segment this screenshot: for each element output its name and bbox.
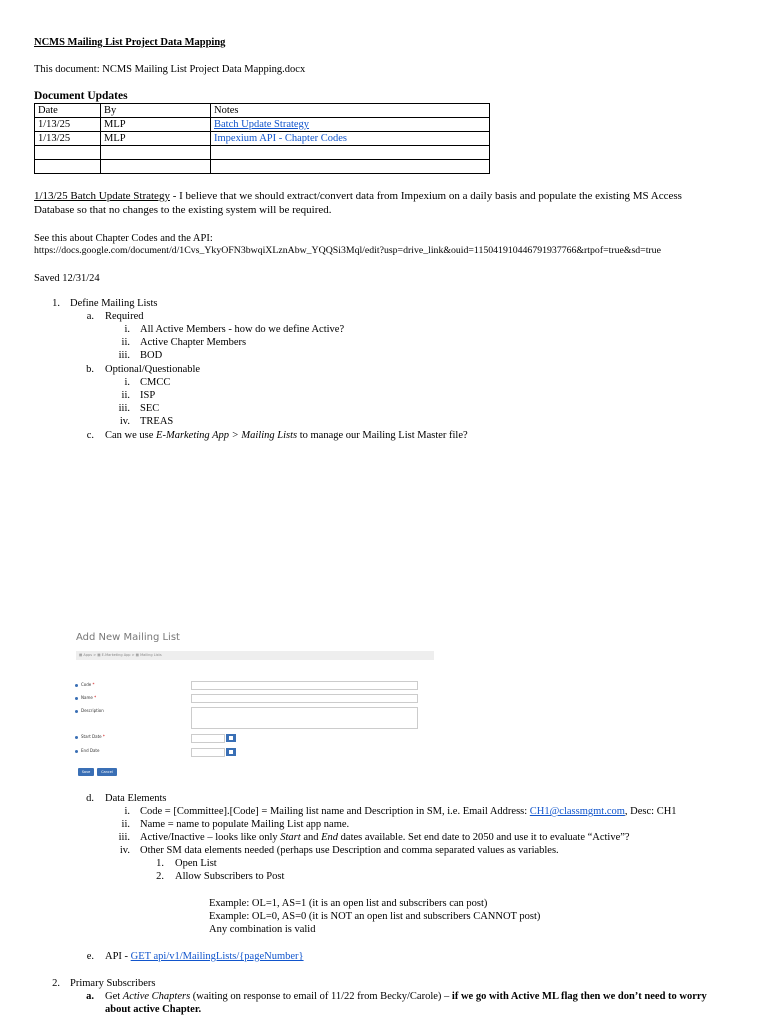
required-mark: *: [92, 682, 95, 687]
list-roman: iii.: [118, 350, 130, 361]
see-this-line: See this about Chapter Codes and the API:: [34, 233, 213, 244]
outline-required: Required: [105, 311, 144, 322]
table-cell: [101, 160, 211, 174]
info-dot-icon: [75, 736, 78, 739]
field-label: Start Date: [81, 734, 102, 739]
embedded-screenshot-add-mailing-list: [72, 628, 436, 783]
notes-link[interactable]: [211, 118, 490, 132]
notes-link[interactable]: [211, 132, 490, 146]
list-number: 2.: [156, 871, 164, 882]
outline-list-item: Active Chapter Members: [140, 337, 247, 348]
start-word: Start: [280, 832, 301, 843]
document-title: NCMS Mailing List Project Data Mapping: [34, 37, 226, 48]
outline-list-item: SEC: [140, 403, 160, 414]
api-line: [105, 950, 304, 963]
table-cell: [35, 146, 101, 160]
outline-data-elements: Data Elements: [105, 793, 167, 804]
outline-list-item: All Active Members - how do we define Active?: [140, 324, 345, 335]
list-roman: ii.: [121, 390, 130, 401]
api-link[interactable]: GET api/v1/MailingLists/{pageNumber}: [130, 951, 304, 962]
table-cell: [35, 160, 101, 174]
table-cell: 1/13/25: [35, 118, 101, 132]
required-mark: *: [94, 695, 97, 700]
batch-strategy-text: - I believe that we should extract/convert data from Impexium on a daily basis and populate the existing MS Access: [169, 190, 682, 202]
table-header-row: [35, 104, 490, 118]
document-updates-table: [34, 103, 490, 174]
list-roman: i.: [124, 377, 130, 388]
name-label: [75, 695, 96, 701]
outline-list-item: CMCC: [140, 377, 171, 388]
google-doc-url[interactable]: https://docs.google.com/document/d/1Cvs_YkyOFN3bwqiXLznAbw_YQQSi3Mql/edit?usp=drive_link&ouid=115041910446791937766&rtpof=true&sd=true: [34, 245, 661, 256]
info-dot-icon: [75, 710, 78, 713]
outline-optional: Optional/Questionable: [105, 364, 201, 375]
table-cell: [101, 146, 211, 160]
list-letter: a.: [86, 311, 94, 322]
batch-strategy-paragraph: [34, 190, 682, 204]
example-line: Example: OL=1, AS=1 (it is an open list and subscribers can post): [209, 898, 488, 909]
updates-heading: Document Updates: [34, 90, 128, 102]
code-label: [75, 682, 95, 688]
email-link[interactable]: CH1@classmgmt.com: [529, 806, 625, 817]
outline-primary-subscribers: Primary Subscribers: [70, 978, 156, 989]
description-textarea[interactable]: [191, 707, 418, 729]
example-line: Example: OL=0, AS=0 (it is NOT an open list and subscribers CANNOT post): [209, 911, 541, 922]
table-cell: MLP: [101, 132, 211, 146]
outline-item-define-lists: Define Mailing Lists: [70, 298, 158, 309]
table-row: [35, 160, 490, 174]
header-by: By: [101, 104, 211, 118]
list-letter: d.: [86, 793, 94, 804]
bold-note: if we go with Active ML flag then we don’t need to worry: [451, 991, 707, 1002]
list-roman: iv.: [119, 416, 130, 427]
table-row: [35, 118, 490, 132]
list-roman: iv.: [119, 845, 130, 856]
text-span: (waiting on response to email of 11/22 from Becky/Carole) –: [190, 991, 452, 1002]
required-mark: *: [102, 734, 105, 739]
header-notes: Notes: [211, 104, 490, 118]
list-number: 2.: [52, 978, 60, 989]
table-cell: [211, 160, 490, 174]
list-letter: a.: [86, 991, 94, 1002]
end-date-input[interactable]: [191, 748, 225, 757]
text-span: Can we use: [105, 430, 157, 441]
name-input[interactable]: [191, 694, 418, 703]
code-definition: [140, 805, 677, 818]
active-chapters-term: Active Chapters: [122, 991, 191, 1002]
list-letter: b.: [86, 364, 94, 375]
batch-strategy-continued: Database so that no changes to the existing system will be required.: [34, 204, 332, 216]
start-date-label: [75, 734, 105, 740]
field-label: Description: [81, 708, 104, 713]
impexium-api-link[interactable]: Impexium API - Chapter Codes: [214, 133, 347, 144]
code-input[interactable]: [191, 681, 418, 690]
list-number: 1.: [52, 298, 60, 309]
list-roman: ii.: [121, 819, 130, 830]
name-definition: Name = name to populate Mailing List app name.: [140, 819, 350, 830]
sub-item-allow-post: Allow Subscribers to Post: [175, 871, 285, 882]
start-date-input[interactable]: [191, 734, 225, 743]
end-word: End: [321, 832, 339, 843]
table-cell: MLP: [101, 118, 211, 132]
get-active-chapters: [105, 990, 707, 1003]
outline-list-item: TREAS: [140, 416, 174, 427]
text-span: API -: [105, 951, 131, 962]
table-row: [35, 146, 490, 160]
info-dot-icon: [75, 697, 78, 700]
text-span: Active/Inactive – looks like only: [140, 832, 281, 843]
table-row: [35, 132, 490, 146]
breadcrumb: ▦ Apps > ▦ E-Marketing App > ▦ Mailing Lists: [76, 651, 434, 660]
end-date-label: [75, 748, 99, 754]
text-span: , Desc: CH1: [624, 806, 677, 817]
save-button[interactable]: Save: [78, 768, 94, 776]
screenshot-title: Add New Mailing List: [76, 632, 180, 643]
header-date: Date: [35, 104, 101, 118]
list-roman: ii.: [121, 337, 130, 348]
table-cell: [211, 146, 490, 160]
list-number: 1.: [156, 858, 164, 869]
text-span: and: [300, 832, 322, 843]
calendar-icon[interactable]: [226, 734, 236, 742]
text-span: Code = [Committee].[Code] = Mailing list name and Description in SM, i.e. Email Address:: [140, 806, 530, 817]
list-letter: e.: [86, 951, 94, 962]
list-roman: i.: [124, 324, 130, 335]
info-dot-icon: [75, 684, 78, 687]
field-label: End Date: [81, 748, 100, 753]
list-letter: c.: [86, 430, 94, 441]
saved-date: Saved 12/31/24: [34, 273, 100, 284]
description-label: [75, 708, 104, 714]
outline-emarketing-question: [105, 429, 468, 442]
emarketing-path: E-Marketing App > Mailing Lists: [156, 430, 298, 441]
table-cell: 1/13/25: [35, 132, 101, 146]
sub-item-open-list: Open List: [175, 858, 217, 869]
list-roman: i.: [124, 806, 130, 817]
active-definition: [140, 831, 630, 844]
info-dot-icon: [75, 750, 78, 753]
batch-update-link[interactable]: Batch Update Strategy: [214, 119, 310, 130]
cancel-button[interactable]: Cancel: [97, 768, 117, 776]
text-span: to manage our Mailing List Master file?: [297, 430, 468, 441]
outline-list-item: BOD: [140, 350, 163, 361]
example-line: Any combination is valid: [209, 924, 316, 935]
batch-strategy-anchor[interactable]: 1/13/25 Batch Update Strategy: [34, 190, 170, 202]
list-roman: iii.: [118, 403, 130, 414]
other-elements: Other SM data elements needed (perhaps use Description and comma separated values as variables.: [140, 845, 559, 856]
this-document-line: This document: NCMS Mailing List Project Data Mapping.docx: [34, 64, 306, 75]
field-label: Code: [81, 682, 92, 687]
bold-note-continued: about active Chapter.: [105, 1004, 202, 1015]
outline-list-item: ISP: [140, 390, 156, 401]
text-span: Get: [105, 991, 123, 1002]
field-label: Name: [81, 695, 93, 700]
list-roman: iii.: [118, 832, 130, 843]
text-span: dates available. Set end date to 2050 and use it to evaluate “Active”?: [338, 832, 630, 843]
calendar-icon[interactable]: [226, 748, 236, 756]
